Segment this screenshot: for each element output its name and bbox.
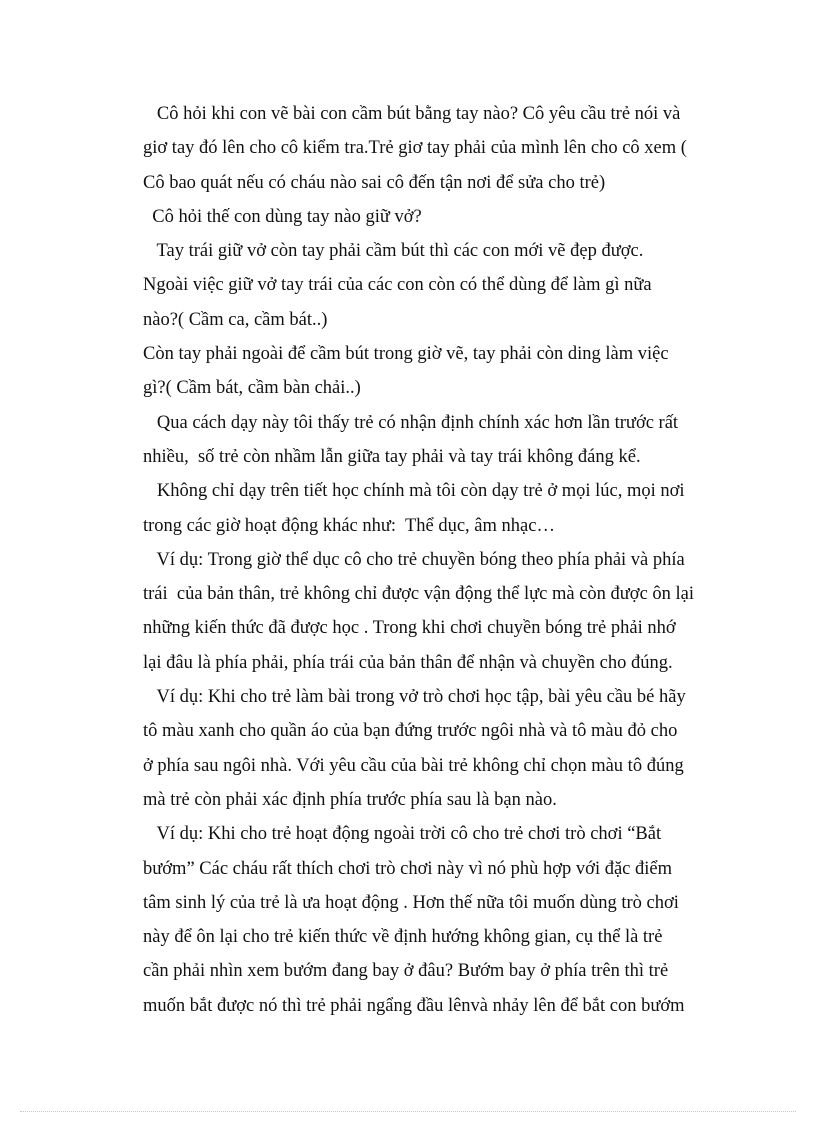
text-line: trong các giờ hoạt động khác như: Thể dục, âm nhạc… — [143, 515, 555, 536]
text-line: nào?( Cầm ca, cầm bát..) — [143, 309, 328, 330]
text-line: gì?( Cầm bát, cầm bàn chải..) — [143, 378, 361, 399]
text-line: Ví dụ: Trong giờ thể dục cô cho trẻ chuyền bóng theo phía phải và phía — [143, 549, 685, 570]
text-line: Qua cách dạy này tôi thấy trẻ có nhận định chính xác hơn lần trước rất — [143, 412, 679, 433]
text-line: nhiều, số trẻ còn nhầm lẫn giữa tay phải và tay trái không đáng kể. — [143, 446, 641, 467]
text-line: Không chỉ dạy trên tiết học chính mà tôi còn dạy trẻ ở mọi lúc, mọi nơi — [143, 481, 685, 502]
text-line: Còn tay phải ngoài để cầm bút trong giờ vẽ, tay phải còn ding làm việc — [143, 344, 669, 365]
text-line: Ngoài việc giữ vở tay trái của các con còn có thể dùng để làm gì nữa — [143, 275, 652, 296]
text-line: Cô hỏi thế con dùng tay nào giữ vở? — [143, 206, 422, 227]
text-line: Cô bao quát nếu có cháu nào sai cô đến tận nơi để sửa cho trẻ) — [143, 172, 606, 193]
text-line: muốn bắt được nó thì trẻ phải ngẩng đầu lênvà nhảy lên để bắt con bướm — [143, 995, 685, 1016]
page-bottom-divider — [20, 1111, 796, 1112]
text-line: mà trẻ còn phải xác định phía trước phía sau là bạn nào. — [143, 789, 557, 810]
body-text — [143, 97, 703, 1023]
text-line: này để ôn lại cho trẻ kiến thức về định hướng không gian, cụ thể là trẻ — [143, 927, 663, 948]
text-line: cần phải nhìn xem bướm đang bay ở đâu? Bướm bay ở phía trên thì trẻ — [143, 961, 669, 982]
text-line: trái của bản thân, trẻ không chỉ được vận động thể lực mà còn được ôn lại — [143, 584, 695, 605]
text-line: tô màu xanh cho quần áo của bạn đứng trước ngôi nhà và tô màu đỏ cho — [143, 721, 678, 742]
text-line: Ví dụ: Khi cho trẻ làm bài trong vở trò chơi học tập, bài yêu cầu bé hãy — [143, 687, 686, 708]
text-line: bướm” Các cháu rất thích chơi trò chơi này vì nó phù hợp với đặc điểm — [143, 858, 673, 879]
text-line: Cô hỏi khi con vẽ bài con cầm bút bằng tay nào? Cô yêu cầu trẻ nói và — [143, 104, 681, 124]
text-line: Ví dụ: Khi cho trẻ hoạt động ngoài trời cô cho trẻ chơi trò chơi “Bắt — [143, 824, 662, 845]
text-line: giơ tay đó lên cho cô kiểm tra.Trẻ giơ tay phải của mình lên cho cô xem ( — [143, 138, 687, 159]
text-line: những kiến thức đã được học . Trong khi chơi chuyền bóng trẻ phải nhớ — [143, 618, 676, 639]
text-line: ở phía sau ngôi nhà. Với yêu cầu của bài trẻ không chỉ chọn màu tô đúng — [143, 755, 684, 776]
text-line: tâm sinh lý của trẻ là ưa hoạt động . Hơn thế nữa tôi muốn dùng trò chơi — [143, 892, 679, 913]
text-line: Tay trái giữ vở còn tay phải cầm bút thì các con mới vẽ đẹp được. — [143, 241, 644, 262]
text-line: lại đâu là phía phải, phía trái của bản thân để nhận và chuyền cho đúng. — [143, 652, 673, 673]
